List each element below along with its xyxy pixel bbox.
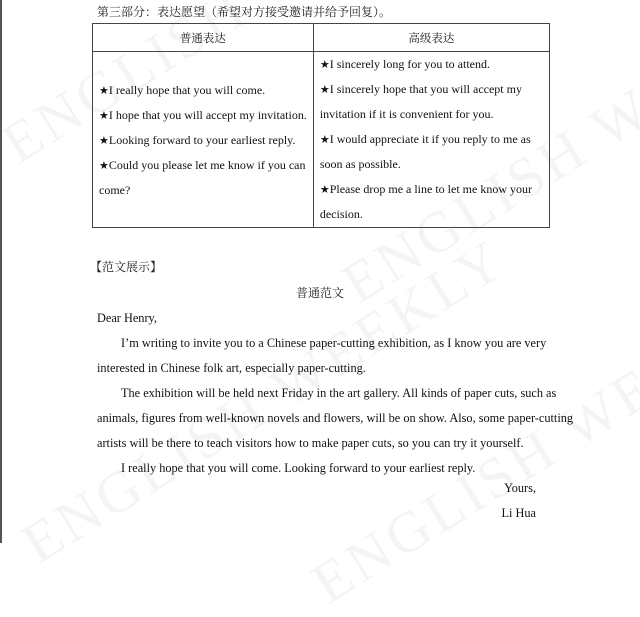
star-icon: ★ [99, 84, 109, 97]
advanced-item-cont: soon as possible. [319, 157, 401, 171]
star-icon: ★ [319, 83, 330, 96]
star-icon: ★ [319, 133, 330, 146]
expression-table [92, 23, 550, 228]
basic-item: ★I really hope that you will come. [99, 83, 266, 97]
basic-expressions-cell [93, 52, 314, 228]
advanced-item: ★I would appreciate it if you reply to me as [319, 132, 531, 146]
advanced-item: ★Please drop me a line to let me know your [319, 182, 532, 196]
basic-item: ★Looking forward to your earliest reply. [99, 133, 296, 147]
page-left-border [0, 0, 2, 543]
letter-line: I really hope that you will come. Looking forward to your earliest reply. [121, 461, 476, 475]
star-icon: ★ [99, 109, 109, 122]
advanced-item: ★I sincerely hope that you will accept my [319, 82, 522, 96]
star-icon: ★ [319, 58, 330, 71]
advanced-item-cont: decision. [319, 207, 363, 221]
star-icon: ★ [319, 183, 330, 196]
star-icon: ★ [99, 159, 109, 172]
letter-signature: Li Hua [501, 506, 536, 520]
basic-item: ★Could you please let me know if you can [99, 158, 306, 172]
sample-letter [97, 306, 574, 481]
basic-item-cont: come? [99, 183, 131, 197]
letter-line: The exhibition will be held next Friday in the art gallery. All kinds of paper cuts, such as [121, 386, 557, 400]
basic-item: ★I hope that you will accept my invitation. [99, 108, 307, 122]
letter-closing: Yours, [504, 481, 536, 495]
letter-line: interested in Chinese folk art, especially paper-cutting. [97, 361, 366, 375]
advanced-item-cont: invitation if it is convenient for you. [319, 107, 494, 121]
letter-line: I’m writing to invite you to a Chinese paper-cutting exhibition, as I know you are very [121, 336, 547, 350]
sample-label: 【范文展示】 [90, 260, 163, 274]
advanced-item: ★I sincerely long for you to attend. [319, 57, 490, 71]
header-basic: 普通表达 [93, 24, 314, 52]
letter-line: animals, figures from well-known novels and flowers, will be on show. Also, some paper-cutting [97, 411, 574, 425]
letter-greeting: Dear Henry, [97, 311, 157, 325]
letter-line: artists will be there to teach visitors how to make paper cuts, so you can try it yourself. [97, 436, 524, 450]
header-advanced: 高级表达 [313, 24, 549, 52]
advanced-expressions-cell [313, 52, 549, 228]
essay-title: 普通范文 [295, 286, 344, 300]
section-title: 第三部分：表达愿望（希望对方接受邀请并给予回复）。 [97, 5, 392, 19]
star-icon: ★ [99, 134, 109, 147]
